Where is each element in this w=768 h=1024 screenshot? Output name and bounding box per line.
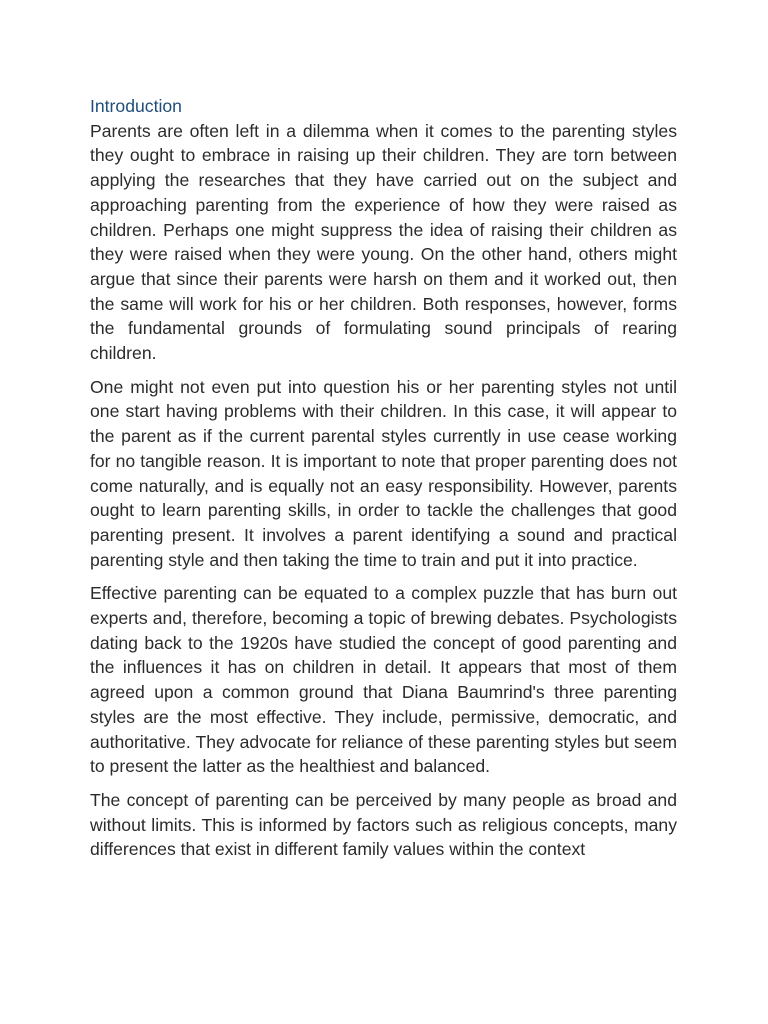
section-heading: Introduction	[90, 96, 182, 116]
paragraph-1: Parents are often left in a dilemma when it comes to the parenting styles they ought to embrace in raising up their children. They are torn between applying the researches that they have carried out on the subject and approaching parenting from the experience of how they were raised as children. Perhaps one might suppress the idea of raising their children as they were raised when they were young. On the other hand, others might argue that since their parents were harsh on them and it worked out, then the same will work for his or her children. Both responses, however, forms the fundamental grounds of formulating sound principals of rearing children.	[90, 120, 677, 364]
document-page	[90, 94, 677, 871]
paragraph-4: The concept of parenting can be perceived by many people as broad and without limits. This is informed by factors such as religious concepts, many differences that exist in different family values within the context	[90, 789, 677, 860]
paragraph-2: One might not even put into question his or her parenting styles not until one start having problems with their children. In this case, it will appear to the parent as if the current parental styles currently in use cease working for no tangible reason. It is important to note that proper parenting does not come naturally, and is equally not an easy responsibility. However, parents ought to learn parenting skills, in order to tackle the challenges that good parenting present. It involves a parent identifying a sound and practical parenting style and then taking the time to train and put it into practice.	[90, 376, 677, 570]
paragraph-3: Effective parenting can be equated to a complex puzzle that has burn out experts and, therefore, becoming a topic of brewing debates. Psychologists dating back to the 1920s have studied the concept of good parenting and the influences it has on children in detail. It appears that most of them agreed upon a common ground that Diana Baumrind's three parenting styles are the most effective. They include, permissive, democratic, and authoritative. They advocate for reliance of these parenting styles but seem to present the latter as the healthiest and balanced.	[90, 583, 677, 777]
